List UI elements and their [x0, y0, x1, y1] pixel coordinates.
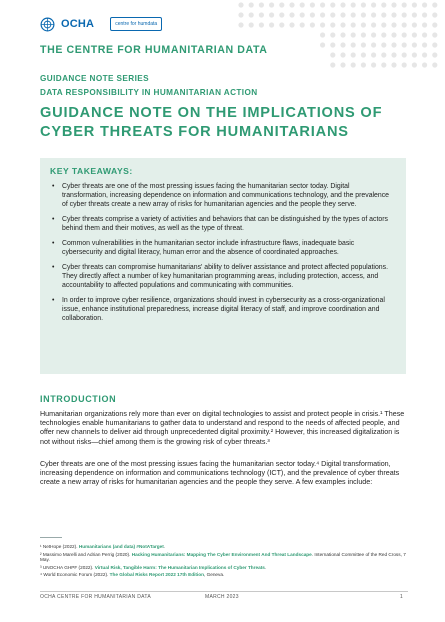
footnote-text: ² Massimo Marelli and Adrian Perrig (2020).	[40, 551, 132, 557]
footnote	[40, 565, 408, 571]
introduction-heading: INTRODUCTION	[40, 394, 117, 404]
footnote-link[interactable]: The Global Risks Report 2022 17th Edition	[109, 572, 204, 578]
footnote	[40, 544, 408, 550]
page-number: 1	[400, 594, 404, 600]
footnote-link[interactable]: Virtual Risk, Tangible Harm: The Humanitarian Implications of Cyber Threats	[94, 564, 265, 570]
footnote-text: .	[163, 544, 166, 549]
footer-org: OCHA CENTRE FOR HUMANITARIAN DATA	[40, 594, 152, 600]
series-label: GUIDANCE NOTE SERIES	[40, 74, 149, 83]
footnote-text: , Geneva.	[203, 572, 225, 578]
title-line-1: GUIDANCE NOTE ON THE IMPLICATIONS OF	[40, 105, 383, 121]
un-emblem-icon	[40, 17, 55, 32]
takeaway-item: • Cyber threats comprise a variety of activities and behaviors that can be distinguished by the types of actors behind them and their motives, as well as the type of threat.	[52, 215, 392, 233]
key-takeaways-heading: KEY TAKEAWAYS:	[50, 166, 133, 176]
footnote-text: ⁴ World Economic Forum (2022).	[40, 572, 110, 578]
document-title	[40, 104, 382, 142]
key-takeaways-list	[52, 182, 392, 329]
footnote-text: .	[264, 564, 267, 570]
header	[40, 14, 162, 34]
key-takeaways-box	[40, 158, 406, 374]
title-line-2: CYBER THREATS FOR HUMANITARIANS	[40, 124, 349, 140]
footnote-divider	[40, 537, 62, 538]
footer-divider	[40, 591, 408, 592]
series-subtitle: DATA RESPONSIBILITY IN HUMANITARIAN ACTION	[40, 88, 258, 97]
footnote	[40, 552, 408, 563]
footnote	[40, 572, 408, 578]
centre-humdata-badge: centre for humdata	[110, 17, 162, 31]
intro-paragraph-1: Humanitarian organizations rely more than ever on digital technologies to assist and protect people in crisis.¹ These technologies enable humanitarians to gather data to understand and respond to the needs of affected people, and offer new channels to deliver aid through unprecedented digital proximity.² However, this increased digitalization is not without risks—chief among them is the growing risk of cyber threats.³	[40, 410, 405, 446]
footnote-text: ¹ NetHope (2022).	[40, 544, 79, 549]
takeaway-item: • Cyber threats are one of the most pressing issues facing the humanitarian sector today. Digital transformation, increasing dependence on information and communications technology, and the prevalence of cyber threats create a new array of risks for humanitarian agencies and the people they serve.	[52, 182, 392, 209]
footer-date: MARCH 2023	[205, 594, 239, 600]
takeaway-item: • In order to improve cyber resilience, organizations should invest in cybersecurity as a cross-organizational issue, enhance institutional preparedness, increase digital literacy of staff, and improve coordination and collaboration.	[52, 296, 392, 323]
ocha-logo-text: OCHA	[61, 18, 95, 30]
footnote-text: ³ UNOCHA GHPF (2022).	[40, 564, 95, 570]
takeaway-item: • Common vulnerabilities in the humanitarian sector include infrastructure flaws, inadequate basic cybersecurity and digital literacy, human error and the absence of coordinated approaches.	[52, 239, 392, 257]
footnote-link[interactable]: Hacking Humanitarians: Mapping The Cyber Environment And Threat Landscape	[131, 551, 312, 557]
intro-paragraph-2: Cyber threats are one of the most pressing issues facing the humanitarian sector today.⁴ Digital transformation, increasing dependence on information and communications technology (ICT), and the prevalence of cyber threats create a new array of risks for humanitarian agencies and the people they serve. A few examples include:	[40, 460, 400, 487]
takeaway-item: • Cyber threats can compromise humanitarians' ability to deliver assistance and protect affected populations. They directly affect a number of key humanitarian programming areas, including protection, access, and accountability to affected populations and communicating with communities.	[52, 263, 392, 290]
footnote-link[interactable]: Humanitarians (and data) #NotATarget	[78, 544, 164, 549]
dot-pattern-decoration	[235, 0, 445, 75]
footnote-text: . International Committee of the Red Cross, 7 May.	[40, 551, 406, 563]
footnotes	[40, 544, 408, 580]
centre-title: THE CENTRE FOR HUMANITARIAN DATA	[40, 44, 268, 56]
